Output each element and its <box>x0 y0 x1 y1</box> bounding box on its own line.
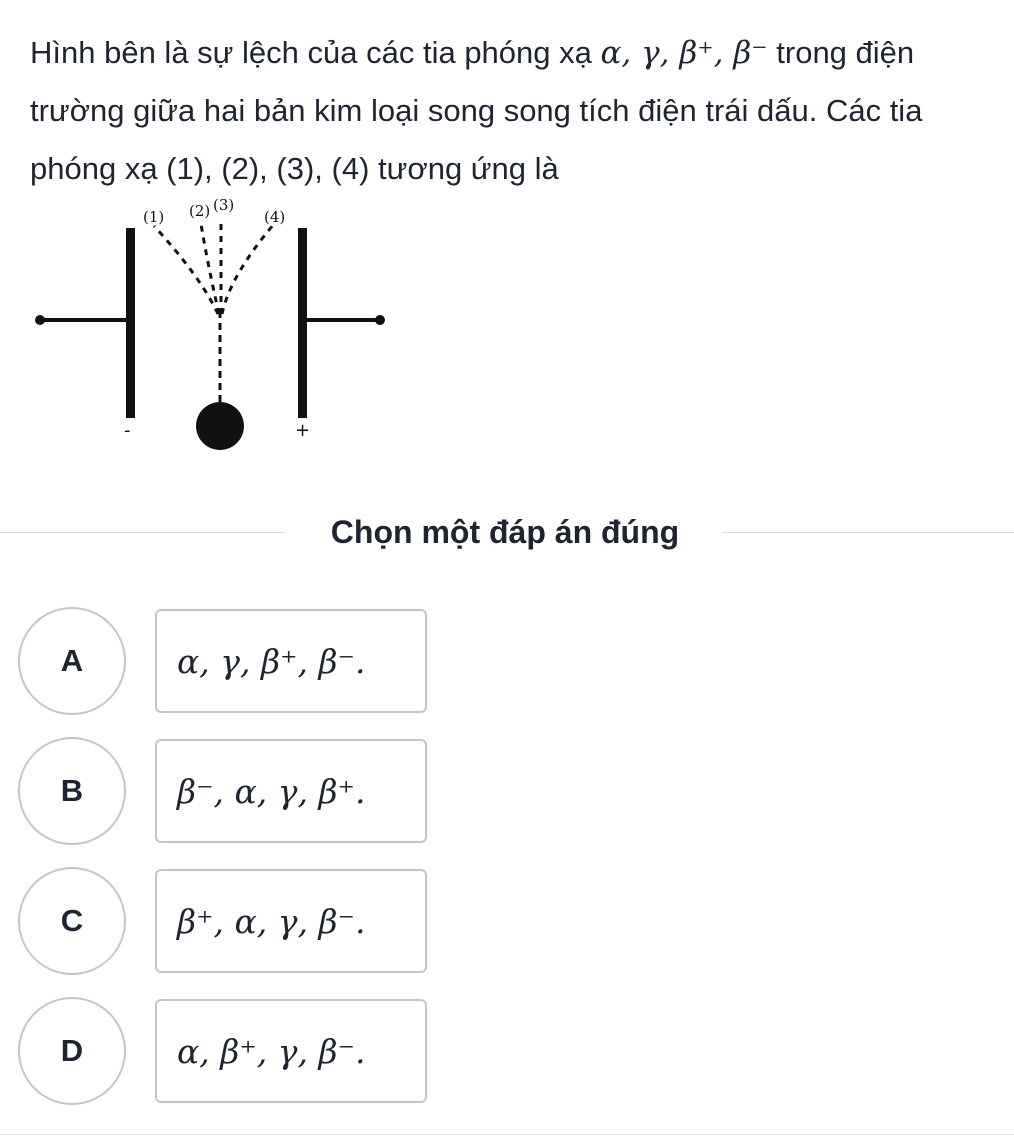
right-plate <box>298 228 307 418</box>
left-plate <box>126 228 135 418</box>
divider-left <box>0 532 285 533</box>
ray-label-2: (2) <box>189 202 211 220</box>
ray-label-1: (1) <box>143 208 165 226</box>
question-text-after: trong điện trường giữa hai bản kim loại song song tích điện trái dấu. Các tia phóng xạ (1), (2), (3), (4) tương ứng là <box>30 35 923 186</box>
ray-4 <box>222 224 274 314</box>
option-a[interactable] <box>18 607 438 719</box>
option-c-answer[interactable]: β⁺, α, γ, β⁻. <box>155 869 427 973</box>
option-a-answer[interactable]: α, γ, β⁺, β⁻. <box>155 609 427 713</box>
option-b-answer[interactable]: β⁻, α, γ, β⁺. <box>155 739 427 843</box>
option-d-letter[interactable]: D <box>18 997 126 1105</box>
question-text <box>30 24 1000 198</box>
answer-section-header <box>0 507 1014 557</box>
ray-label-4: (4) <box>264 208 286 226</box>
left-terminal <box>35 315 45 325</box>
option-b[interactable] <box>18 737 438 849</box>
section-title: Chọn một đáp án đúng <box>330 514 680 550</box>
option-d[interactable] <box>18 997 438 1109</box>
question-text-before: Hình bên là sự lệch của các tia phóng xạ <box>30 35 601 70</box>
ray-1 <box>154 226 218 314</box>
option-c-letter[interactable]: C <box>18 867 126 975</box>
option-b-letter[interactable]: B <box>18 737 126 845</box>
ray-label-3: (3) <box>213 196 235 214</box>
divider-right <box>722 532 1014 533</box>
right-plate-sign: + <box>295 420 311 441</box>
question-math: α, γ, β⁺, β⁻ <box>600 35 768 71</box>
radiation-source <box>196 402 244 450</box>
option-a-letter[interactable]: A <box>18 607 126 715</box>
radiation-deflection-diagram <box>30 196 420 464</box>
left-plate-sign: - <box>124 420 131 441</box>
bottom-divider <box>0 1134 1014 1135</box>
option-c[interactable] <box>18 867 438 979</box>
right-terminal <box>375 315 385 325</box>
option-d-answer[interactable]: α, β⁺, γ, β⁻. <box>155 999 427 1103</box>
